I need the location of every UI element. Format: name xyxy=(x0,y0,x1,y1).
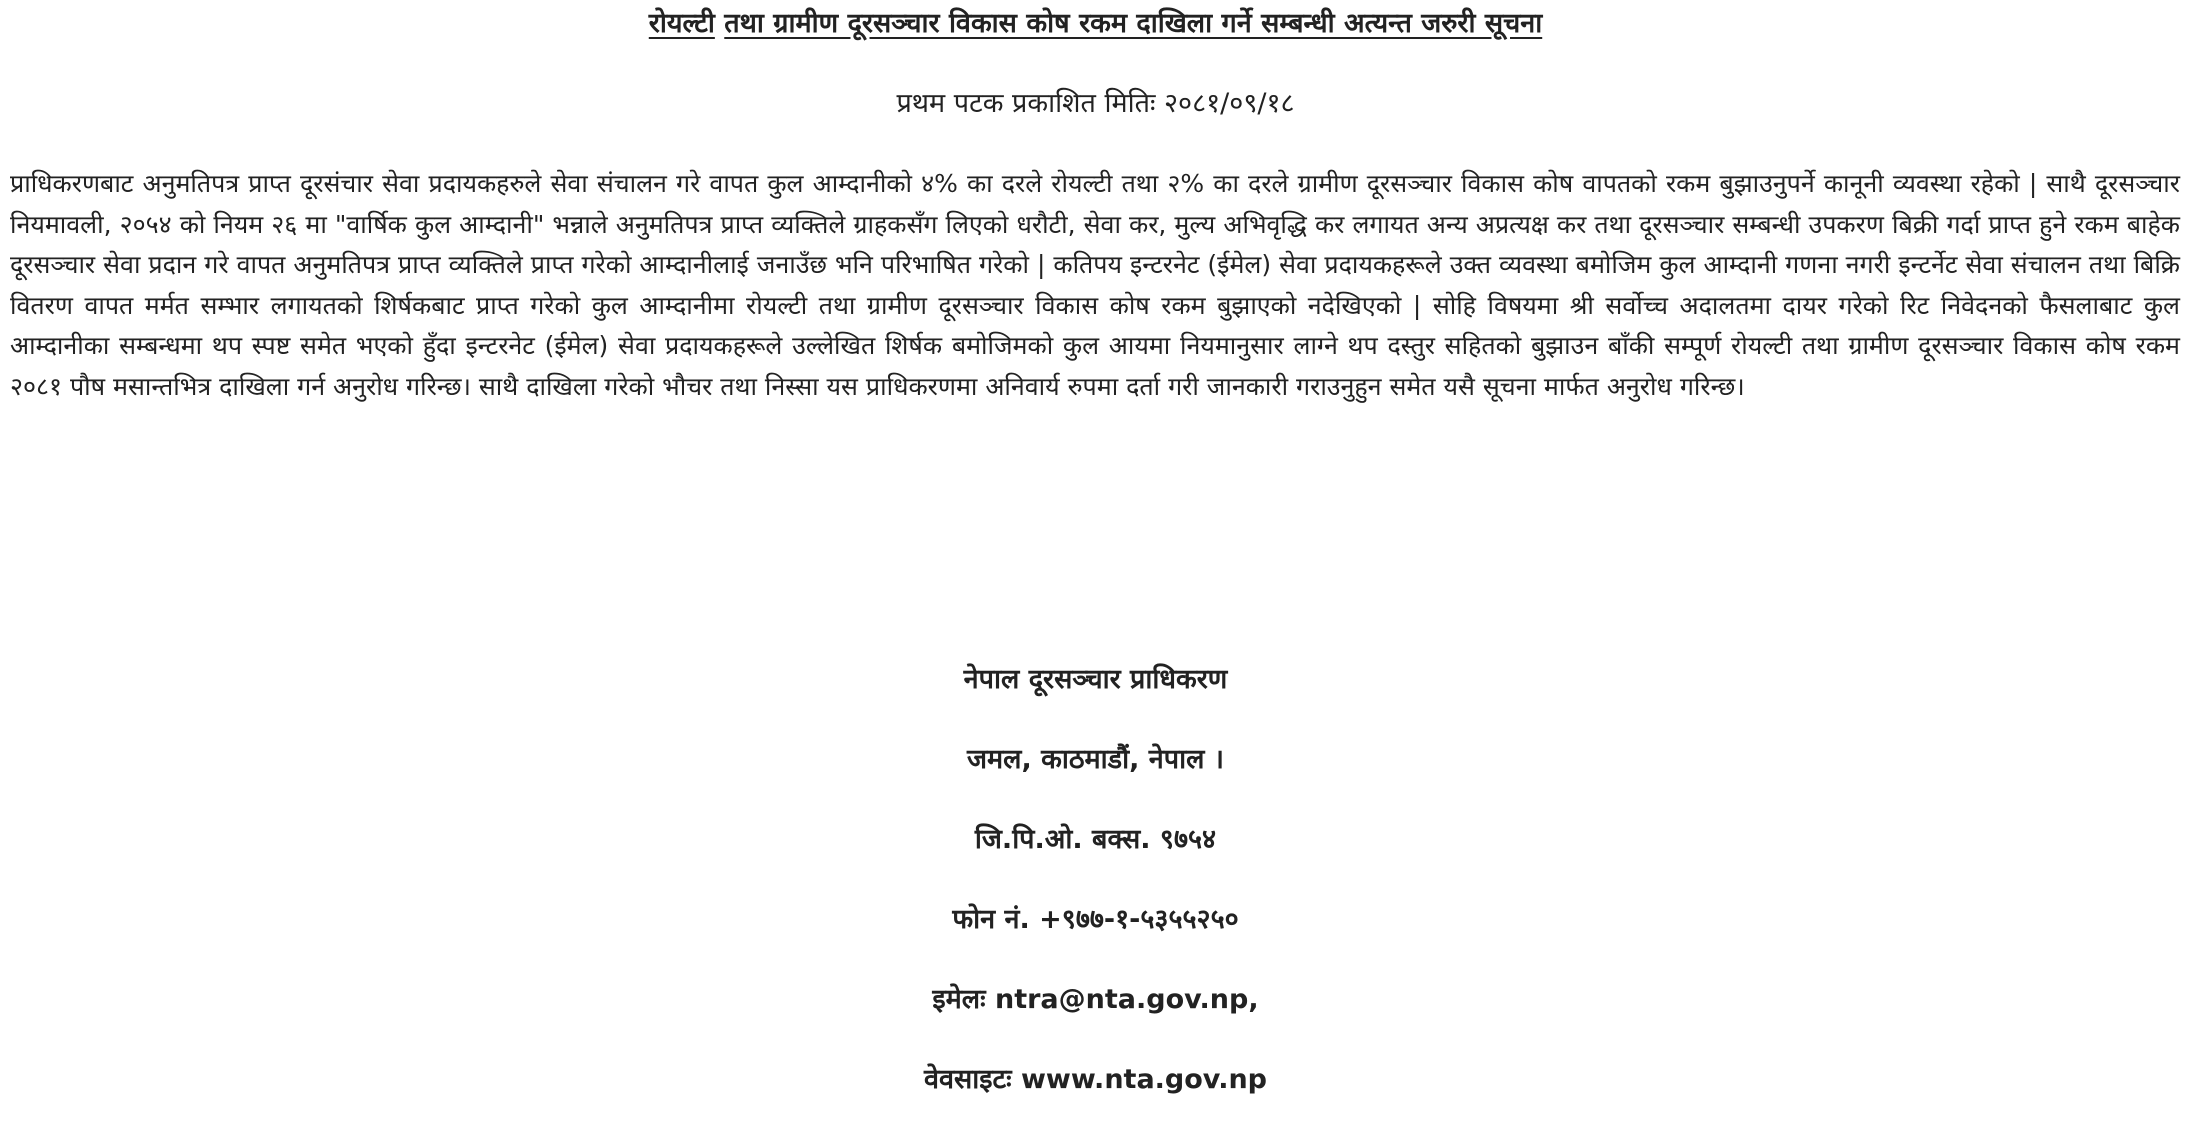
email-address: इमेलः ntra@nta.gov.np, xyxy=(932,984,1259,1015)
organization-name: नेपाल दूरसञ्चार प्राधिकरण xyxy=(963,664,1228,695)
published-date: प्रथम पटक प्रकाशित मितिः २०८१/०९/१८ xyxy=(896,88,1295,119)
contact-block xyxy=(0,660,2191,1140)
phone-number: फोन नं. +९७७-१-५३५५२५० xyxy=(952,904,1239,935)
organization-address: जमल, काठमाडौं, नेपाल । xyxy=(966,744,1225,775)
notice-title-part1: रोयल्टी xyxy=(648,8,715,39)
po-box: जि.पि.ओ. बक्स. ९७५४ xyxy=(974,824,1217,855)
website-address: वेवसाइटः www.nta.gov.np xyxy=(923,1064,1268,1095)
notice-title xyxy=(0,4,2191,44)
notice-body: प्राधिकरणबाट अनुमतिपत्र प्राप्त दूरसंचार सेवा प्रदायकहरुले सेवा संचालन गरे वापत कुल आम्दानीको ४% का दरले रोयल्टी तथा २% का दरले ग्रामीण दूरसञ्चार विकास कोष वापतको रकम बुझाउनुपर्ने कानूनी व्यवस्था रहेको | साथै दूरसञ्चार नियमावली, २०५४ को नियम २६ मा "वार्षिक कुल आम्दानी" भन्नाले अनुमतिपत्र प्राप्त व्यक्तिले ग्राहकसँग लिएको धरौटी, सेवा कर, मुल्य अभिवृद्धि कर लगायत अन्य अप्रत्यक्ष कर तथा दूरसञ्चार सम्बन्धी उपकरण बिक्री गर्दा प्राप्त हुने रकम बाहेक दूरसञ्चार सेवा प्रदान गरे वापत अनुमतिपत्र प्राप्त व्यक्तिले प्राप्त गरेको आम्दानीलाई जनाउँछ भनि परिभाषित गरेको | कतिपय इन्टरनेट (ईमेल) सेवा प्रदायकहरूले उक्त व्यवस्था बमोजिम कुल आम्दानी गणना नगरी इन्टर्नेट सेवा संचालन तथा बिक्रि वितरण वापत मर्मत सम्भार लगायतको शिर्षकबाट प्राप्त गरेको कुल आम्दानीमा रोयल्टी तथा ग्रामीण दूरसञ्चार विकास कोष रकम बुझाएको नदेखिएको | सोहि विषयमा श्री सर्वोच्च अदालतमा दायर गरेको रिट निवेदनको फैसलाबाट कुल आम्दानीका सम्बन्धमा थप स्पष्ट समेत भएको हुँदा इन्टरनेट (ईमेल) सेवा प्रदायकहरूले उल्लेखित शिर्षक बमोजिमको कुल आयमा नियमानुसार लाग्ने थप दस्तुर सहितको बुझाउन बाँकी सम्पूर्ण रोयल्टी तथा ग्रामीण दूरसञ्चार विकास कोष रकम २०८१ पौष मसान्तभित्र दाखिला गर्न अनुरोध गरिन्छ। साथै दाखिला गरेको भौचर तथा निस्सा यस प्राधिकरणमा अनिवार्य रुपमा दर्ता गरी जानकारी गराउनुहुन समेत यसै सूचना मार्फत अनुरोध गरिन्छ। xyxy=(10,169,2180,401)
notice-title-part2: तथा ग्रामीण दूरसञ्चार विकास कोष रकम दाखिला गर्ने सम्बन्धी अत्यन्त जरुरी सूचना xyxy=(724,8,1543,39)
